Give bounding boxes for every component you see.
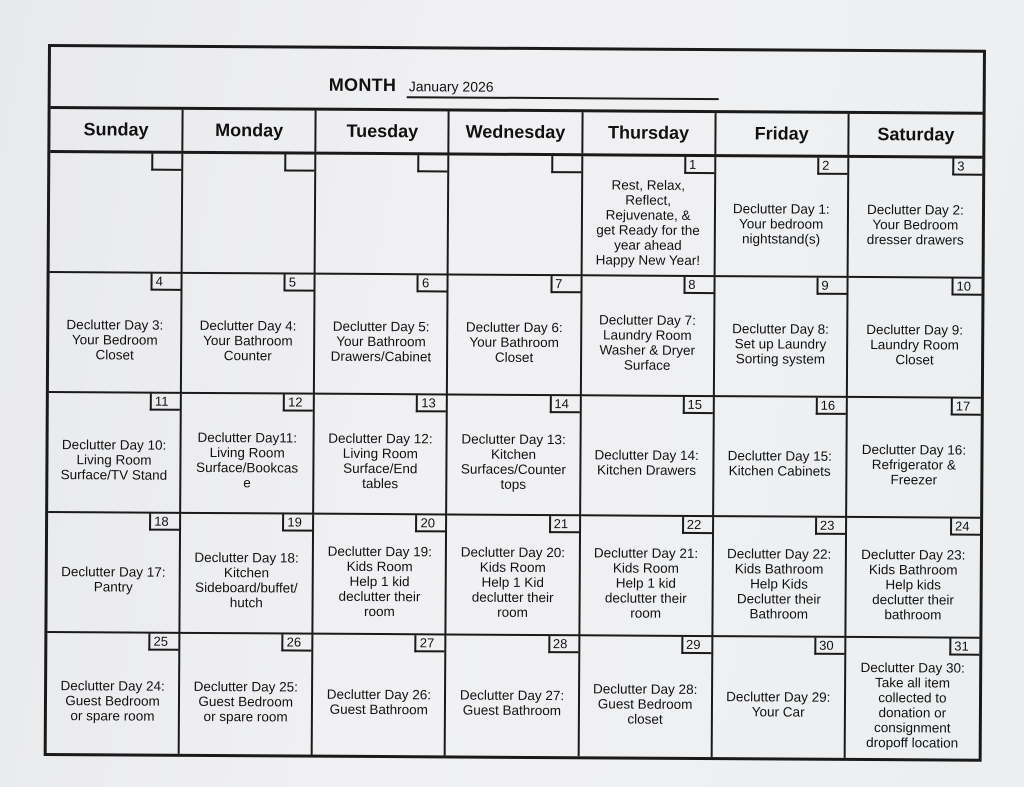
day-task-text: Declutter Day 1: Your bedroom nightstand(s) bbox=[732, 200, 830, 247]
calendar-day-cell bbox=[449, 155, 583, 276]
day-task-text: Declutter Day 27: Guest Bathroom bbox=[459, 687, 565, 719]
day-task-text: Declutter Day 25: Guest Bedroom or spare room bbox=[193, 678, 298, 724]
calendar-day-cell bbox=[47, 513, 181, 634]
calendar-day-cell bbox=[183, 154, 317, 275]
day-task-text: Declutter Day 7: Laundry Room Washer & Dryer Surface bbox=[599, 312, 696, 373]
calendar-day-cell bbox=[315, 275, 449, 396]
calendar-day-cell bbox=[579, 636, 713, 757]
day-number: 8 bbox=[683, 277, 713, 294]
day-number: 26 bbox=[282, 634, 312, 651]
day-number: 27 bbox=[415, 635, 445, 652]
day-task-text: Declutter Day 17: Pantry bbox=[61, 564, 166, 595]
calendar-day-cell bbox=[448, 275, 582, 396]
day-number: 22 bbox=[682, 517, 712, 534]
weekday-monday: Monday bbox=[183, 110, 316, 152]
day-number: 24 bbox=[950, 519, 980, 536]
calendar-day-cell bbox=[846, 518, 980, 639]
calendar-day-cell bbox=[48, 393, 182, 514]
calendar-day-cell bbox=[582, 156, 716, 277]
day-task-text: Declutter Day 18: Kitchen Sideboard/buffet/ hutch bbox=[194, 549, 299, 611]
calendar-day-cell bbox=[847, 398, 981, 519]
calendar-day-cell bbox=[313, 635, 447, 756]
calendar-day-cell bbox=[314, 515, 448, 636]
calendar-day-cell bbox=[447, 515, 581, 636]
calendar-day-cell bbox=[845, 638, 979, 759]
day-task-text: Declutter Day 6: Your Bathroom Closet bbox=[465, 319, 563, 365]
day-task-text: Declutter Day 10: Living Room Surface/TV Stand bbox=[60, 436, 168, 483]
day-number: 1 bbox=[684, 157, 714, 174]
day-number: 7 bbox=[550, 276, 580, 293]
day-task-text: Declutter Day 24: Guest Bedroom or spare room bbox=[60, 677, 165, 724]
day-number: 25 bbox=[148, 634, 178, 651]
day-number bbox=[151, 154, 181, 171]
day-task-text: Declutter Day 29: Your Car bbox=[726, 689, 831, 720]
day-number bbox=[418, 155, 448, 172]
day-task-text: Declutter Day 16: Refrigerator & Freezer bbox=[861, 441, 967, 487]
day-number: 14 bbox=[549, 396, 579, 413]
calendar-day-cell bbox=[581, 396, 715, 517]
day-number: 16 bbox=[816, 398, 846, 415]
weekday-friday: Friday bbox=[716, 113, 849, 155]
calendar-day-cell bbox=[446, 635, 580, 756]
weekday-header-row bbox=[50, 109, 982, 159]
day-number: 17 bbox=[951, 399, 981, 416]
day-task-text: Declutter Day11: Living Room Surface/Bookcas e bbox=[196, 429, 299, 491]
calendar-day-cell bbox=[581, 276, 715, 397]
day-task-text: Declutter Day 15: Kitchen Cabinets bbox=[727, 448, 832, 479]
month-value: January 2026 bbox=[407, 78, 719, 100]
day-number: 30 bbox=[814, 638, 844, 655]
calendar-day-cell bbox=[47, 633, 181, 754]
calendar-day-cell bbox=[713, 517, 847, 638]
calendar-day-grid bbox=[47, 153, 983, 759]
calendar-day-cell bbox=[715, 157, 849, 278]
weekday-saturday: Saturday bbox=[877, 124, 955, 145]
weekday-sunday: Sunday bbox=[50, 109, 183, 151]
day-number: 19 bbox=[282, 514, 312, 531]
weekday-wednesday: Wednesday bbox=[450, 111, 583, 153]
calendar-sheet bbox=[44, 44, 986, 762]
day-number: 5 bbox=[284, 274, 314, 291]
day-task-text: Declutter Day 3: Your Bedroom Closet bbox=[66, 316, 164, 363]
day-task-text: Declutter Day 12: Living Room Surface/End tables bbox=[328, 430, 433, 492]
day-task-text: Declutter Day 2: Your Bedroom dresser drawers bbox=[866, 201, 964, 248]
calendar-day-cell bbox=[180, 634, 314, 755]
day-task-text: Declutter Day 20: Kids Room Help 1 Kid declutter their room bbox=[460, 544, 566, 620]
day-task-text: Declutter Day 9: Laundry Room Closet bbox=[866, 321, 964, 367]
calendar-day-cell bbox=[181, 514, 315, 635]
day-number: 29 bbox=[681, 637, 711, 654]
day-number: 3 bbox=[952, 159, 982, 176]
calendar-day-cell bbox=[448, 395, 582, 516]
day-number: 2 bbox=[817, 158, 847, 175]
day-number: 11 bbox=[150, 394, 180, 411]
day-number: 31 bbox=[949, 639, 979, 656]
calendar-day-cell bbox=[181, 394, 315, 515]
day-number: 6 bbox=[417, 275, 447, 292]
calendar-day-cell bbox=[712, 637, 846, 758]
day-task-text: Declutter Day 23: Kids Bathroom Help kids declutter their bathroom bbox=[861, 546, 966, 622]
calendar-day-cell bbox=[715, 277, 849, 398]
calendar-day-cell bbox=[182, 274, 316, 395]
day-number: 18 bbox=[149, 514, 179, 531]
day-task-text: Declutter Day 14: Kitchen Drawers bbox=[594, 447, 699, 478]
day-task-text: Declutter Day 4: Your Bathroom Counter bbox=[199, 317, 297, 363]
day-number bbox=[551, 156, 581, 173]
calendar-day-cell bbox=[49, 273, 183, 394]
day-number: 21 bbox=[549, 516, 579, 533]
day-number: 12 bbox=[283, 394, 313, 411]
day-task-text: Declutter Day 30: Take all item collected to donation or consignment dropoff location bbox=[860, 659, 965, 751]
weekday-tuesday: Tuesday bbox=[317, 111, 450, 153]
weekday-thursday: Thursday bbox=[583, 112, 716, 154]
calendar-day-cell bbox=[314, 395, 448, 516]
calendar-header bbox=[51, 47, 983, 115]
day-number: 13 bbox=[416, 395, 446, 412]
calendar-day-cell bbox=[848, 278, 982, 399]
calendar-day-cell bbox=[316, 155, 450, 276]
calendar-day-cell bbox=[714, 397, 848, 518]
day-task-text: Declutter Day 19: Kids Room Help 1 kid declutter their room bbox=[327, 543, 432, 619]
day-number bbox=[285, 154, 315, 171]
day-task-text: Declutter Day 13: Kitchen Surfaces/Counter tops bbox=[460, 431, 566, 492]
day-number: 10 bbox=[951, 279, 981, 296]
calendar-day-cell bbox=[580, 516, 714, 637]
day-task-text: Declutter Day 5: Your Bathroom Drawers/Cabinet bbox=[330, 318, 432, 364]
day-task-text: Declutter Day 28: Guest Bedroom closet bbox=[593, 680, 698, 727]
calendar-day-cell bbox=[50, 153, 184, 274]
day-number: 20 bbox=[415, 515, 445, 532]
day-number: 4 bbox=[151, 274, 181, 291]
day-task-text: Declutter Day 8: Set up Laundry Sorting system bbox=[732, 320, 829, 367]
calendar-day-cell bbox=[848, 158, 982, 279]
day-number: 23 bbox=[815, 518, 845, 535]
day-number: 28 bbox=[548, 636, 578, 653]
day-task-text: Declutter Day 26: Guest Bathroom bbox=[326, 686, 432, 718]
day-task-text: Declutter Day 21: Kids Room Help 1 kid declutter their room bbox=[593, 544, 699, 621]
day-number: 9 bbox=[816, 278, 846, 295]
day-number: 15 bbox=[682, 397, 712, 414]
month-label: MONTH bbox=[328, 74, 397, 96]
day-task-text: Declutter Day 22: Kids Bathroom Help Kids Declutter their Bathroom bbox=[726, 545, 832, 622]
day-task-text: Rest, Relax, Reflect, Rejuvenate, & get Ready for the year ahead Happy New Year! bbox=[595, 177, 701, 268]
